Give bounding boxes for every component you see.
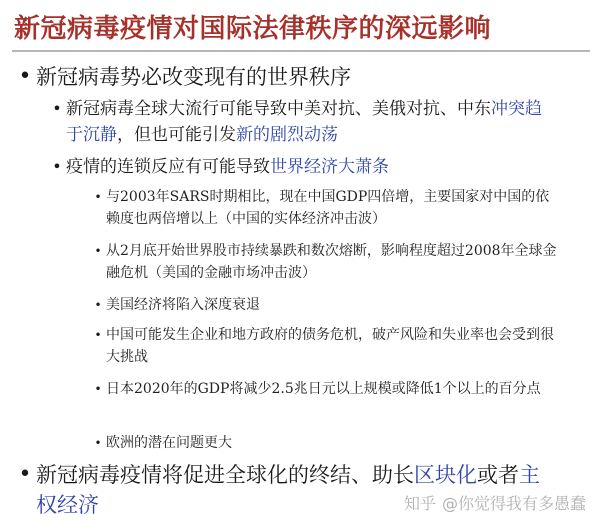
bullet-dot-icon: • xyxy=(52,157,62,176)
title-divider xyxy=(12,50,590,52)
slide-title: 新冠病毒疫情对国际法律秩序的深远影响 xyxy=(14,14,492,44)
bullet-dot-icon: • xyxy=(18,64,32,89)
highlight-text: 世界经济大萧条 xyxy=(270,157,389,177)
bullet-dot-icon: • xyxy=(94,244,102,258)
bullet-text: 美国经济将陷入深度衰退 xyxy=(106,297,260,313)
bullet-dot-icon: • xyxy=(18,462,32,487)
bullet-text: 从2月底开始世界股市持续暴跌和数次熔断，影响程度超过2008年全球金融危机（美国的金融市场冲击波） xyxy=(106,243,557,281)
bullet-text: 日本2020年的GDP将减少2.5兆日元以上规模或降低1个以上的百分点 xyxy=(106,381,541,397)
bullet-text xyxy=(66,154,588,180)
bullet-l1 xyxy=(14,62,590,92)
bullet-l3 xyxy=(90,240,560,284)
text-segment: ，但也可能引发 xyxy=(117,125,236,145)
bullet-text xyxy=(66,96,543,148)
text-segment: 新冠病毒全球大流行可能导致中美对抗、美俄对抗、中东 xyxy=(66,99,491,119)
bullet-l3 xyxy=(90,324,560,368)
bullet-l3 xyxy=(90,294,560,316)
bullet-text: 欧洲的潜在问题更大 xyxy=(106,435,232,451)
bullet-l3 xyxy=(90,432,560,454)
bullet-text: 新冠病毒势必改变现有的世界秩序 xyxy=(36,65,351,89)
watermark xyxy=(404,491,586,514)
highlight-text: 冲突趋于沉静 xyxy=(66,99,542,145)
bullet-text: 中国可能发生企业和地方政府的债务危机，破产风险和失业率也会受到很大挑战 xyxy=(106,327,554,365)
bullet-l3 xyxy=(90,186,560,230)
bullet-dot-icon: • xyxy=(52,99,62,118)
bullet-dot-icon: • xyxy=(94,436,102,450)
text-segment: 疫情的连锁反应有可能导致 xyxy=(66,157,270,177)
bullet-text: 与2003年SARS时期相比，现在中国GDP四倍增，主要国家对中国的依赖度也两倍增以上（中国的实体经济冲击波） xyxy=(106,189,550,227)
text-segment: 或者 xyxy=(477,463,519,487)
highlight-text: 区块化 xyxy=(414,463,477,487)
highlight-text: 新的剧烈动荡 xyxy=(236,125,338,145)
bullet-dot-icon: • xyxy=(94,190,102,204)
highlight-text: 主权经济 xyxy=(36,463,540,517)
bullet-dot-icon: • xyxy=(94,382,102,396)
watermark-site: 知乎 xyxy=(403,494,436,513)
bullet-dot-icon: • xyxy=(94,298,102,312)
bullet-l3 xyxy=(90,378,560,400)
bullet-dot-icon: • xyxy=(94,328,102,342)
watermark-author: @你觉得我有多愚蠢 xyxy=(441,494,586,513)
bullet-l2 xyxy=(48,154,588,180)
text-segment: 新冠病毒疫情将促进全球化的终结、助长 xyxy=(36,463,414,487)
bullet-l2 xyxy=(48,96,543,148)
